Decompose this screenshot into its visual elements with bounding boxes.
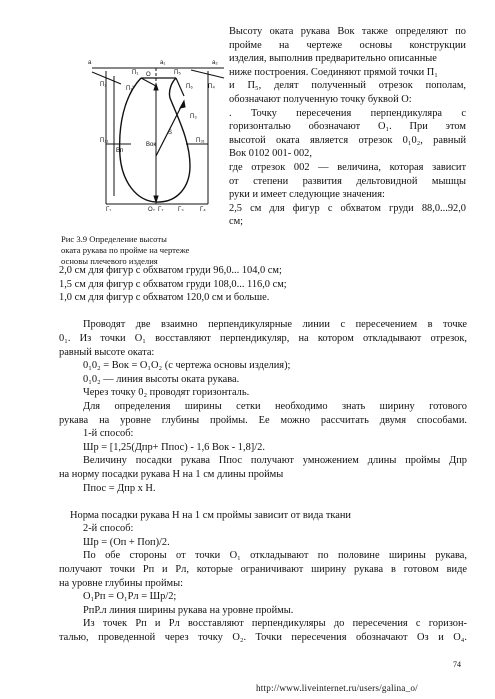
caption-line: оката рукава по пройме на чертеже: [61, 245, 190, 256]
body-line: Из точек Рп и Рл восставляют перпендикуляры до пересечения с горизон-: [83, 618, 467, 630]
label-p3: П₃: [190, 114, 197, 120]
label-p21: П₂₁: [100, 138, 109, 144]
body-line: Ппос = Дпр х Н.: [83, 482, 156, 494]
body-line: Норма посадки рукава Н на 1 см проймы зависит от вида ткани: [70, 509, 351, 521]
page-number: 74: [453, 660, 461, 669]
right-column-line: изделия, выполнив предварительно описанные: [229, 53, 437, 65]
right-column-line: Вок 0102 001- 002,: [229, 148, 312, 160]
label-g4: Г₄: [200, 207, 206, 211]
body-line: талью, проведенной через точку О₂. Точки пересечения обозначают Оз и О₄.: [59, 632, 467, 644]
body-line: Для определения ширины сетки необходимо знать ширину готового: [83, 400, 467, 412]
figure-caption: [61, 234, 189, 268]
body-line: Через точку 0₂ проводят горизонталь.: [83, 387, 250, 399]
right-column-line: обозначают полученную точку буквой О:: [229, 93, 412, 105]
body-line: 0₁0₂ = Вок = О₁О₂ (с чертежа основы изделия);: [83, 360, 291, 372]
right-column-text: [229, 25, 466, 229]
body-line: получают точки Рп и Рл, которые ограничивают ширину рукава в готовом виде: [59, 564, 467, 576]
label-a2: а₂: [212, 60, 218, 66]
label-p2: П₂: [100, 82, 107, 88]
body-line: 1,0 см для фигур с обхватом 120,0 см и больше.: [59, 292, 270, 304]
body-line: Величину посадки рукава Ппос получают умножением длины проймы Дпр: [83, 455, 467, 467]
right-column-line: высотой оката является отрезок 0₁0₂, равный: [229, 134, 466, 146]
body-line: на норму посадки рукава Н на 1 см длины проймы: [59, 468, 284, 480]
right-column-line: от степени развития дельтовидной мышцы: [229, 175, 466, 187]
body-line: По обе стороны от точки О₁ откладывают по половине ширины рукава,: [83, 550, 467, 562]
label-vok: Вок: [146, 142, 156, 148]
body-line: Шр = (Оп + Поп)/2.: [83, 536, 170, 548]
body-line: Шр = [1,25(Дпр+ Ппос) - 1,6 Вок - 1,8]/2.: [83, 441, 265, 453]
right-column-line: горизонталью обозначают О₁. При этом: [229, 121, 466, 133]
watermark-url: http://www.liveinternet.ru/users/galina_o/: [256, 683, 418, 693]
right-column-line: см;: [229, 216, 244, 228]
body-line: 2-й способ:: [83, 523, 134, 535]
label-p31: П₃₁: [196, 138, 205, 144]
body-line: 0₁. Из точки О₁ восставляют перпендикуляр, на котором откладывают отрезок,: [59, 332, 467, 344]
label-g2: Г₂: [158, 207, 164, 211]
body-line: 1-й способ:: [83, 428, 134, 440]
label-g3: Г₃: [178, 207, 184, 211]
line-gap: [59, 305, 467, 319]
body-line: 0₁0₂ — линия высоты оката рукава.: [83, 373, 240, 385]
caption-line: Рис 3.9 Определение высоты: [61, 234, 167, 244]
label-g1: Г₁: [106, 207, 112, 211]
right-column-line: где отрезок 002 — величина, которая зависит: [229, 161, 466, 173]
body-line: 1,5 см для фигур с обхватом груди 108,0... 116,0 см;: [59, 278, 287, 290]
right-column-line: 2,5 см для фигур с обхватом груди 88,0...92,0: [229, 202, 466, 214]
body-line: на уровне глубины проймы:: [59, 577, 183, 589]
body-line: равный высоте оката:: [59, 346, 155, 358]
body-line: 2,0 см для фигур с обхватом груди 96,0... 104,0 см;: [59, 265, 282, 276]
label-o2: О₂: [148, 207, 155, 211]
right-column-line: . Точку пересечения перпендикуляра с: [229, 107, 466, 119]
right-column-line: и П₅, делят полученный отрезок пополам,: [229, 80, 466, 92]
label-a: а: [88, 60, 92, 66]
right-column-line: пройме на чертеже основы конструкции: [229, 39, 466, 51]
label-p6: П₆: [186, 84, 193, 90]
armhole-diagram: [86, 56, 228, 211]
body-line: РпР.л линия ширины рукава на уровне проймы.: [83, 604, 294, 616]
label-vp: Вп: [116, 148, 124, 154]
body-line: О₁Рп = О₁Рл = Шр/2;: [83, 591, 177, 603]
right-column-line: руки и имеет следующие значения:: [229, 189, 385, 201]
label-o: О: [146, 72, 151, 78]
right-column-line: Высоту оката рукава Вок также определяют по: [229, 26, 466, 37]
body-line: Проводят две взаимно перпендикулярные линии с пересечением в точке: [83, 319, 467, 331]
label-p1b: П₁': [126, 86, 134, 92]
label-s: S: [168, 130, 173, 136]
caption-line: основы плечевого изделия: [61, 256, 158, 267]
body-line: рукава на уровне глубины проймы. Ее можно рассчитать двумя способами.: [59, 414, 467, 426]
label-a1: а₁: [160, 60, 166, 66]
armhole-curve: [120, 78, 190, 202]
line-gap: [59, 495, 467, 509]
body-text: [59, 264, 467, 645]
label-p5: П₅: [174, 70, 181, 76]
label-p4: П₄: [208, 84, 215, 90]
label-p1: П₁: [132, 70, 139, 76]
right-column-line: ниже построения. Соединяют прямой точки П₁: [229, 66, 438, 78]
